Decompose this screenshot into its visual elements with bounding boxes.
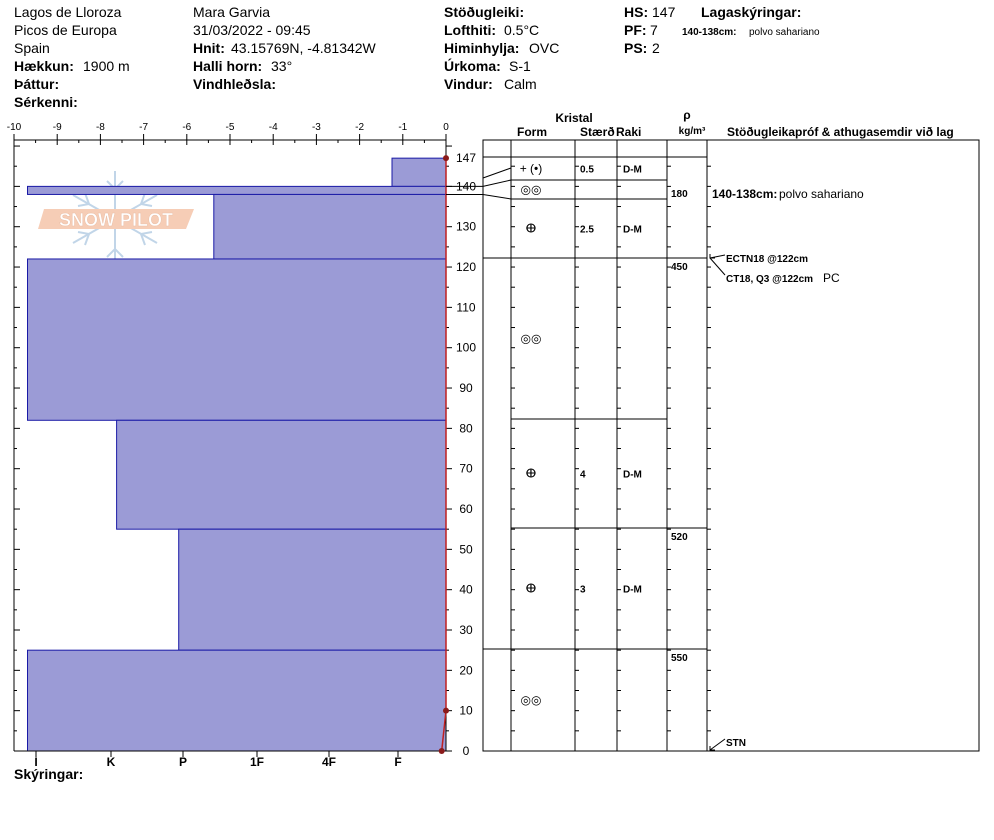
- density-unit: kg/m³: [678, 126, 706, 137]
- observer-name: Mara Garvia: [193, 4, 271, 20]
- grain-size: 3: [580, 584, 586, 596]
- depth-label: 110: [456, 300, 476, 315]
- temp-tick-label: -5: [225, 122, 235, 133]
- wind-value: Calm: [504, 76, 537, 92]
- coords-label: Hnit:: [193, 40, 225, 56]
- layer-comment-label: 140-138cm:: [712, 187, 778, 201]
- hardness-bar-0: [392, 158, 446, 186]
- ps-label: PS:: [624, 40, 648, 56]
- grain-size: 0.5: [580, 164, 594, 176]
- hs-label: HS:: [624, 4, 649, 20]
- density-value: 450: [671, 262, 688, 273]
- connector-slope-3: [483, 168, 511, 178]
- depth-label: 90: [459, 381, 473, 396]
- test-arrow-1: [710, 258, 725, 275]
- depth-label: 0: [462, 744, 470, 758]
- temp-tick-label: -6: [182, 122, 192, 133]
- svg-text:SNOW PILOT: SNOW PILOT: [59, 210, 173, 230]
- test-label: CT18, Q3 @122cm: [726, 274, 814, 285]
- stability-label: Stöðugleiki:: [444, 4, 525, 20]
- temp-tick-label: -10: [6, 122, 22, 133]
- ps-value: 2: [652, 40, 660, 56]
- snow-pilot-logo: [38, 171, 194, 267]
- temp-tick-label: -3: [311, 122, 321, 133]
- slope-label: Halli horn:: [193, 58, 263, 74]
- grain-form: ◎◎: [520, 331, 542, 346]
- legend-label: Skýringar:: [14, 766, 84, 782]
- layer-note-text: polvo sahariano: [749, 27, 820, 38]
- aspect-label: Þáttur:: [14, 76, 60, 92]
- range-name: Picos de Europa: [14, 22, 117, 38]
- hardness-bar-2: [214, 194, 446, 259]
- grain-form: ⴲ: [525, 221, 537, 236]
- temp-tick-label: -7: [139, 122, 149, 133]
- grain-form: ⴲ: [525, 466, 537, 481]
- grain-size: 2.5: [580, 224, 594, 236]
- grain-moisture: D-M: [623, 164, 642, 176]
- form-header: Form: [517, 125, 547, 139]
- elevation-label: Hækkun:: [14, 58, 74, 74]
- hardness-bar-3: [28, 259, 447, 420]
- test-label: ECTN18 @122cm: [726, 254, 809, 265]
- wind-loading-label: Vindhleðsla:: [193, 76, 276, 92]
- density-header: ρ: [683, 108, 691, 122]
- hs-value: 147: [652, 4, 676, 20]
- depth-label: 147: [455, 151, 477, 166]
- grain-form: ⴲ: [525, 581, 537, 596]
- test-label: STN: [726, 738, 746, 749]
- sky-value: OVC: [529, 40, 560, 56]
- depth-label: 100: [455, 340, 477, 355]
- depth-label: 80: [459, 421, 473, 436]
- temp-tick-label: -2: [355, 122, 365, 133]
- temperature-point-2: [439, 748, 445, 754]
- hardness-bar-5: [179, 529, 446, 650]
- grain-size: 4: [580, 469, 586, 481]
- temp-tick-label: -8: [95, 122, 105, 133]
- grain-moisture: D-M: [623, 469, 642, 481]
- depth-label: 30: [459, 623, 473, 638]
- size-header: Stærð: [580, 125, 615, 139]
- depth-label: 40: [459, 582, 473, 597]
- hardness-bar-1: [28, 186, 447, 194]
- grain-form: + (•): [519, 161, 543, 176]
- depth-label: 50: [459, 542, 473, 557]
- temp-tick-label: -1: [398, 122, 408, 133]
- precip-value: S-1: [509, 58, 531, 74]
- connector-slope-2: [483, 194, 511, 199]
- depth-label: 140: [455, 179, 477, 194]
- feature-label: Sérkenni:: [14, 94, 78, 110]
- hardness-tick-label: P: [178, 755, 188, 769]
- layer-notes-label: Lagaskýringar:: [701, 4, 802, 20]
- hardness-tick-label: 4F: [321, 755, 337, 769]
- hardness-tick-label: F: [394, 755, 402, 769]
- depth-label: 60: [459, 502, 473, 517]
- country-name: Spain: [14, 40, 50, 56]
- temp-tick-label: 0: [443, 122, 449, 133]
- grain-moisture: D-M: [623, 224, 642, 236]
- depth-label: 10: [459, 703, 473, 718]
- density-value: 180: [671, 189, 688, 200]
- grain-form: ◎◎: [520, 693, 542, 707]
- hardness-axis: [34, 751, 401, 769]
- depth-label: 70: [459, 461, 473, 476]
- test-arrow-2: [710, 739, 725, 750]
- hardness-tick-label: K: [106, 755, 116, 769]
- wind-label: Vindur:: [444, 76, 493, 92]
- temperature-point-0: [443, 155, 449, 161]
- air-temp-label: Lofthiti:: [444, 22, 497, 38]
- elevation-value: 1900 m: [83, 58, 130, 74]
- hardness-profile: [28, 158, 447, 751]
- temp-tick-label: -9: [52, 122, 62, 133]
- temp-tick-label: -4: [268, 122, 278, 133]
- grain-moisture: D-M: [623, 584, 642, 596]
- tests-header: Stöðugleikapróf & athugasemdir við lag: [727, 125, 954, 139]
- test-extra: PC: [823, 271, 840, 285]
- sky-label: Himinhylja:: [444, 40, 520, 56]
- moisture-header: Raki: [616, 125, 642, 139]
- slope-value: 33°: [271, 58, 293, 74]
- crystal-header: Kristal: [555, 111, 593, 125]
- layer-note-depth: 140-138cm:: [682, 27, 737, 38]
- depth-label: 130: [455, 219, 477, 234]
- hardness-tick-label: 1F: [249, 755, 265, 769]
- pf-value: 7: [650, 22, 658, 38]
- layer-table: [483, 140, 979, 751]
- coords-value: 43.15769N, -4.81342W: [231, 40, 376, 56]
- hardness-tick-label: I: [34, 755, 38, 769]
- connector-slope-1: [483, 180, 511, 186]
- hardness-bar-6: [28, 650, 447, 751]
- date-time: 31/03/2022 - 09:45: [193, 22, 311, 38]
- table-frame: [483, 140, 979, 751]
- air-temp-value: 0.5°C: [504, 22, 540, 38]
- density-value: 550: [671, 653, 688, 664]
- pf-label: PF:: [624, 22, 647, 38]
- temperature-point-1: [443, 708, 449, 714]
- depth-label: 20: [459, 663, 473, 678]
- grain-form: ◎◎: [520, 182, 542, 197]
- density-value: 520: [671, 532, 688, 543]
- temperature-axis: [7, 122, 449, 145]
- location-name: Lagos de Lloroza: [14, 4, 122, 20]
- layer-comment-text: polvo sahariano: [779, 187, 864, 201]
- hardness-bar-4: [117, 420, 446, 529]
- precip-label: Úrkoma:: [444, 58, 501, 74]
- depth-label: 120: [455, 260, 477, 275]
